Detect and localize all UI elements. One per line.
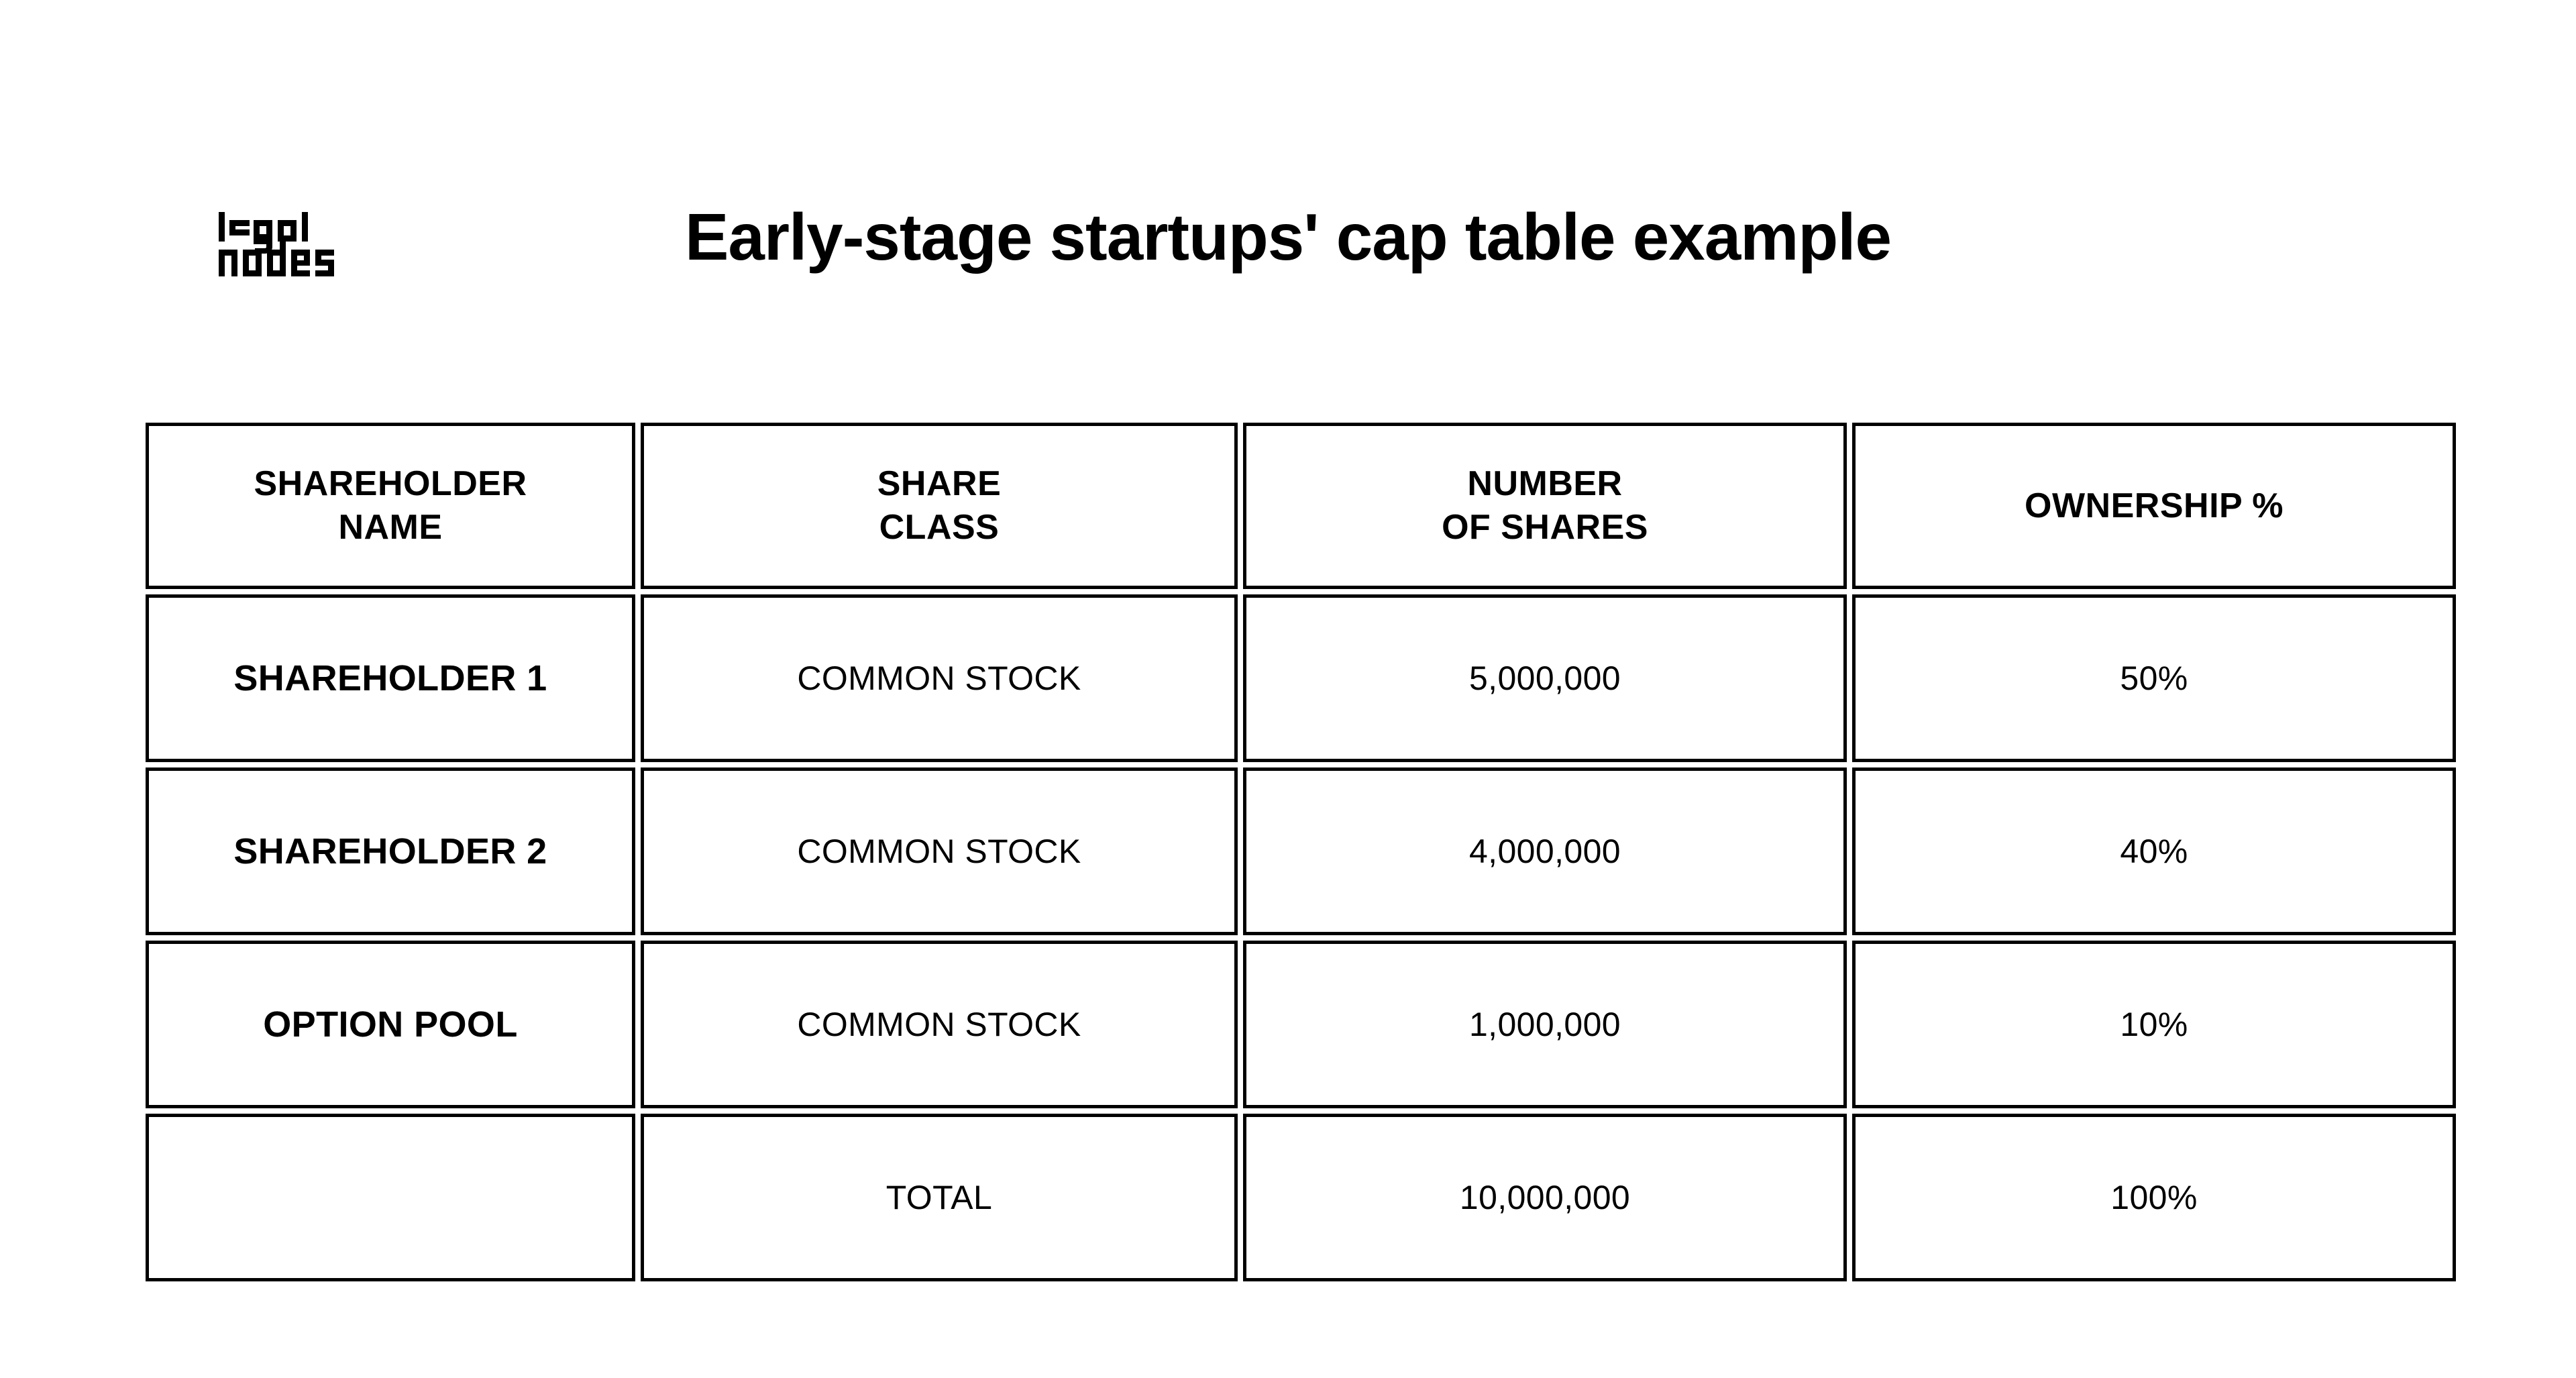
document-header <box>0 87 2576 274</box>
cell-share-class: COMMON STOCK <box>641 594 1238 762</box>
column-header-shareholder-name <box>146 423 635 589</box>
column-header-line2: NAME <box>338 508 443 547</box>
table-row <box>146 594 2456 762</box>
cell-total-label: TOTAL <box>641 1114 1238 1281</box>
column-header-line1: SHARE <box>877 464 1002 503</box>
column-header-share-class <box>641 423 1238 589</box>
column-header-line2: CLASS <box>879 508 1000 547</box>
cell-shareholder-name: SHAREHOLDER 1 <box>146 594 635 762</box>
column-header-line1: SHAREHOLDER <box>254 464 527 503</box>
page-title: Early-stage startups' cap table example <box>684 200 1892 274</box>
table-row <box>146 767 2456 935</box>
column-header-line1: OWNERSHIP % <box>2025 486 2284 525</box>
cap-table-head <box>146 423 2456 589</box>
cell-share-class: COMMON STOCK <box>641 767 1238 935</box>
cell-number-of-shares: 1,000,000 <box>1243 941 1847 1108</box>
table-row <box>146 941 2456 1108</box>
column-header-line2: OF SHARES <box>1442 508 1648 547</box>
cell-ownership-percent: 10% <box>1852 941 2456 1108</box>
cell-shareholder-name: OPTION POOL <box>146 941 635 1108</box>
cell-ownership-percent: 50% <box>1852 594 2456 762</box>
cell-total-number-of-shares: 10,000,000 <box>1243 1114 1847 1281</box>
table-row-total <box>146 1114 2456 1281</box>
cell-shareholder-name-empty <box>146 1114 635 1281</box>
cap-table-body <box>146 594 2456 1281</box>
cap-table-container <box>140 417 2448 1287</box>
table-header-row <box>146 423 2456 589</box>
cell-shareholder-name: SHAREHOLDER 2 <box>146 767 635 935</box>
cell-ownership-percent: 40% <box>1852 767 2456 935</box>
cell-total-ownership-percent: 100% <box>1852 1114 2456 1281</box>
cell-share-class: COMMON STOCK <box>641 941 1238 1108</box>
cell-number-of-shares: 4,000,000 <box>1243 767 1847 935</box>
cap-table <box>140 417 2461 1287</box>
column-header-number-of-shares <box>1243 423 1847 589</box>
column-header-ownership-percent <box>1852 423 2456 589</box>
column-header-line1: NUMBER <box>1467 464 1623 503</box>
cell-number-of-shares: 5,000,000 <box>1243 594 1847 762</box>
